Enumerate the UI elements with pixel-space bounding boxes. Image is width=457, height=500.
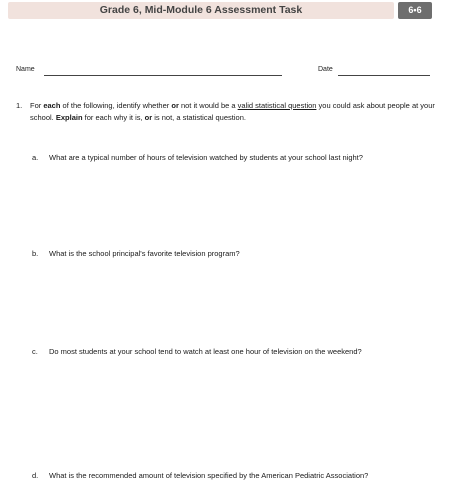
part-question: What is the school principal's favorite television program?	[49, 249, 240, 258]
question-prompt: For each of the following, identify whether or not it would be a valid statistical question you could ask about people at your school. Explain for each why it is, or is not, a statistical question.	[30, 101, 435, 122]
name-field[interactable]	[44, 75, 282, 76]
name-label: Name	[16, 66, 35, 73]
part-letter: a.	[32, 153, 39, 162]
part-question: What is the recommended amount of television specified by the American Pediatric Association?	[49, 471, 369, 480]
page-title: Grade 6, Mid-Module 6 Assessment Task	[99, 4, 303, 16]
part-question: What are a typical number of hours of television watched by students at your school last night?	[49, 153, 363, 162]
part-question: Do most students at your school tend to watch at least one hour of television on the weekend?	[49, 347, 362, 356]
date-label: Date	[318, 66, 333, 73]
date-field[interactable]	[338, 75, 430, 76]
part-letter: c.	[32, 347, 38, 356]
part-letter: d.	[32, 471, 39, 480]
question-number: 1.	[16, 101, 23, 110]
part-letter: b.	[32, 249, 39, 258]
module-badge: 6•6	[398, 2, 432, 19]
